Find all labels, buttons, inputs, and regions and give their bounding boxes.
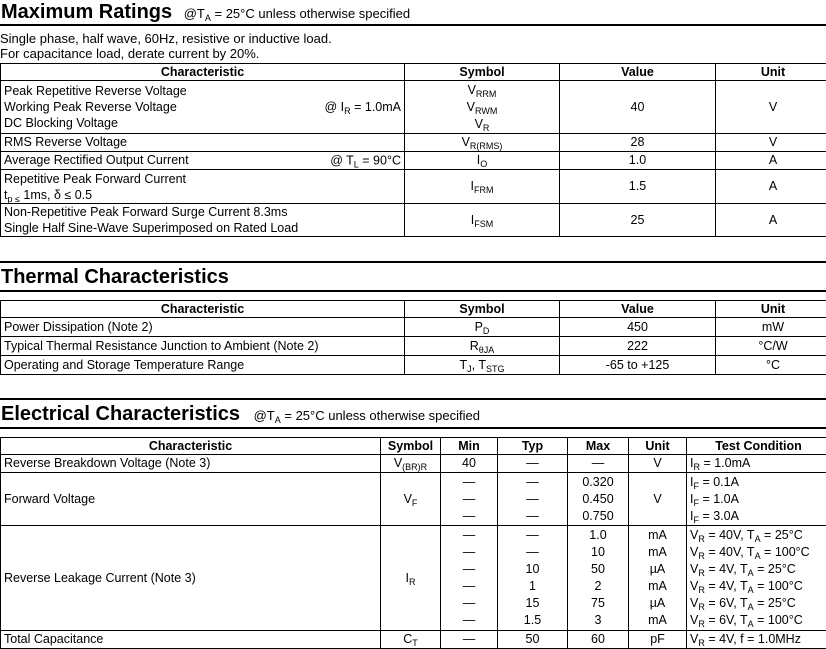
characteristic-cell: Reverse Breakdown Voltage (Note 3) xyxy=(1,455,381,473)
unit-cell: A xyxy=(716,204,826,237)
value-cell: 40 xyxy=(560,81,716,134)
min-cell: — — — xyxy=(441,473,498,526)
unit-cell: V xyxy=(629,473,687,526)
col-unit: Unit xyxy=(629,438,687,455)
table-header-row xyxy=(1,438,826,455)
symbol-cell: $V_{RRM}$ $V_{RWM}$ $V_R$ xyxy=(405,81,560,134)
test-condition-cell: $V_R = 40V$, $T_A = 25^\circ C$ $V_R = 40V$, $T_A = 100^\circ C$ $V_R = 4V$, $T_A = 25^\circ C$ $V_R = 4V$, $T_A = 100^\circ C$ $V_R = 6V$, $T_A = 25^\circ C$ $V_R = 6V$, $T_A = 100^\circ C$ xyxy=(687,526,826,631)
electrical-table xyxy=(0,437,826,649)
section-rule xyxy=(0,427,826,429)
characteristic-cell: Peak Repetitive Reverse Voltage Working Peak Reverse Voltage DC Blocking Voltage @ $I_R = 1.0mA$ xyxy=(1,81,405,134)
table-row xyxy=(1,473,826,526)
table-row xyxy=(1,631,826,649)
unit-cell: pF xyxy=(629,631,687,649)
table-row xyxy=(1,455,826,473)
characteristic-cell: Total Capacitance xyxy=(1,631,381,649)
thermal-title: Thermal Characteristics xyxy=(1,265,229,289)
col-unit: Unit xyxy=(716,64,826,81)
symbol-cell: $V_F$ xyxy=(381,473,441,526)
unit-cell: °C/W xyxy=(716,337,826,356)
symbol-cell: $V_{(BR)R}$ xyxy=(381,455,441,473)
table-header-row xyxy=(1,301,826,318)
table-row xyxy=(1,337,826,356)
test-condition: @ $I_R = 1.0mA$ xyxy=(324,99,401,115)
symbol-cell: $C_T$ xyxy=(381,631,441,649)
symbol-cell: $I_O$ xyxy=(405,152,560,170)
symbol-cell: $V_{R(RMS)}$ xyxy=(405,134,560,152)
note-line-2: For capacitance load, derate current by 20%. xyxy=(0,46,259,61)
table-row xyxy=(1,81,826,134)
typ-cell: — — 10 1 15 1.5 xyxy=(498,526,568,631)
characteristic-cell: Operating and Storage Temperature Range xyxy=(1,356,405,375)
unit-cell: mW xyxy=(716,318,826,337)
symbol-cell: $P_D$ xyxy=(405,318,560,337)
max-ratings-title: Maximum Ratings $@T_A = 25^\circ C$ unless otherwise specified xyxy=(1,0,410,26)
col-characteristic: Characteristic xyxy=(1,301,405,318)
max-cell: 0.320 0.450 0.750 xyxy=(568,473,629,526)
table-row xyxy=(1,204,826,237)
value-cell: 25 xyxy=(560,204,716,237)
value-cell: -65 to +125 xyxy=(560,356,716,375)
test-condition: @ $T_L = 90^\circ C$ xyxy=(330,153,401,168)
characteristic-cell: Power Dissipation (Note 2) xyxy=(1,318,405,337)
typ-cell: — xyxy=(498,455,568,473)
test-condition-cell: $I_F = 0.1A$ $I_F = 1.0A$ $I_F = 3.0A$ xyxy=(687,473,826,526)
max-ratings-condition: $@T_A = 25^\circ C$ unless otherwise specified xyxy=(184,6,410,21)
table-row xyxy=(1,152,826,170)
min-cell: — xyxy=(441,631,498,649)
section-rule xyxy=(0,290,826,292)
col-unit: Unit xyxy=(716,301,826,318)
unit-cell: A xyxy=(716,152,826,170)
electrical-title: Electrical Characteristics $@T_A = 25^\circ C$ unless otherwise specified xyxy=(1,402,480,428)
max-cell: — xyxy=(568,455,629,473)
table-row xyxy=(1,356,826,375)
unit-cell: °C xyxy=(716,356,826,375)
max-cell: 1.0 10 50 2 75 3 xyxy=(568,526,629,631)
max-ratings-table xyxy=(0,63,826,237)
unit-cell: V xyxy=(716,81,826,134)
characteristic-cell: Repetitive Peak Forward Current $t_{p \le}$ 1ms, δ ≤ 0.5 xyxy=(1,170,405,204)
characteristic-cell: Average Rectified Output Current @ $T_L = 90^\circ C$ xyxy=(1,152,405,170)
characteristic-cell: Non-Repetitive Peak Forward Surge Current 8.3ms Single Half Sine-Wave Superimposed on Rated Load xyxy=(1,204,405,237)
col-max: Max xyxy=(568,438,629,455)
electrical-condition: $@T_A = 25^\circ C$ unless otherwise specified xyxy=(254,408,480,423)
value-cell: 222 xyxy=(560,337,716,356)
table-header-row xyxy=(1,64,826,81)
section-rule xyxy=(0,24,826,26)
table-row xyxy=(1,318,826,337)
test-condition-cell: $V_R = 4V$, f = 1.0MHz xyxy=(687,631,826,649)
unit-cell: mA mA µA mA µA mA xyxy=(629,526,687,631)
unit-cell: A xyxy=(716,170,826,204)
symbol-cell: $I_R$ xyxy=(381,526,441,631)
col-characteristic: Characteristic xyxy=(1,64,405,81)
col-test-condition: Test Condition xyxy=(687,438,826,455)
col-typ: Typ xyxy=(498,438,568,455)
unit-cell: V xyxy=(629,455,687,473)
thermal-table xyxy=(0,300,826,375)
col-value: Value xyxy=(560,64,716,81)
value-cell: 450 xyxy=(560,318,716,337)
symbol-cell: $T_J$, $T_{STG}$ xyxy=(405,356,560,375)
max-cell: 60 xyxy=(568,631,629,649)
value-cell: 1.5 xyxy=(560,170,716,204)
col-symbol: Symbol xyxy=(405,64,560,81)
col-symbol: Symbol xyxy=(405,301,560,318)
note-line-1: Single phase, half wave, 60Hz, resistive or inductive load. xyxy=(0,31,332,46)
symbol-cell: $I_{FRM}$ xyxy=(405,170,560,204)
value-cell: 1.0 xyxy=(560,152,716,170)
symbol-cell: $I_{FSM}$ xyxy=(405,204,560,237)
typ-cell: 50 xyxy=(498,631,568,649)
unit-cell: V xyxy=(716,134,826,152)
symbol-cell: $R_{\theta JA}$ xyxy=(405,337,560,356)
min-cell: — — — — — — xyxy=(441,526,498,631)
col-symbol: Symbol xyxy=(381,438,441,455)
col-min: Min xyxy=(441,438,498,455)
col-characteristic: Characteristic xyxy=(1,438,381,455)
table-row xyxy=(1,170,826,204)
section-rule xyxy=(0,261,826,263)
characteristic-cell: Forward Voltage xyxy=(1,473,381,526)
section-rule xyxy=(0,398,826,400)
col-value: Value xyxy=(560,301,716,318)
characteristic-cell: Reverse Leakage Current (Note 3) xyxy=(1,526,381,631)
min-cell: 40 xyxy=(441,455,498,473)
table-row xyxy=(1,134,826,152)
value-cell: 28 xyxy=(560,134,716,152)
test-condition-cell: $I_R = 1.0mA$ xyxy=(687,455,826,473)
characteristic-cell: RMS Reverse Voltage xyxy=(1,134,405,152)
typ-cell: — — — xyxy=(498,473,568,526)
table-row xyxy=(1,526,826,631)
characteristic-cell: Typical Thermal Resistance Junction to Ambient (Note 2) xyxy=(1,337,405,356)
